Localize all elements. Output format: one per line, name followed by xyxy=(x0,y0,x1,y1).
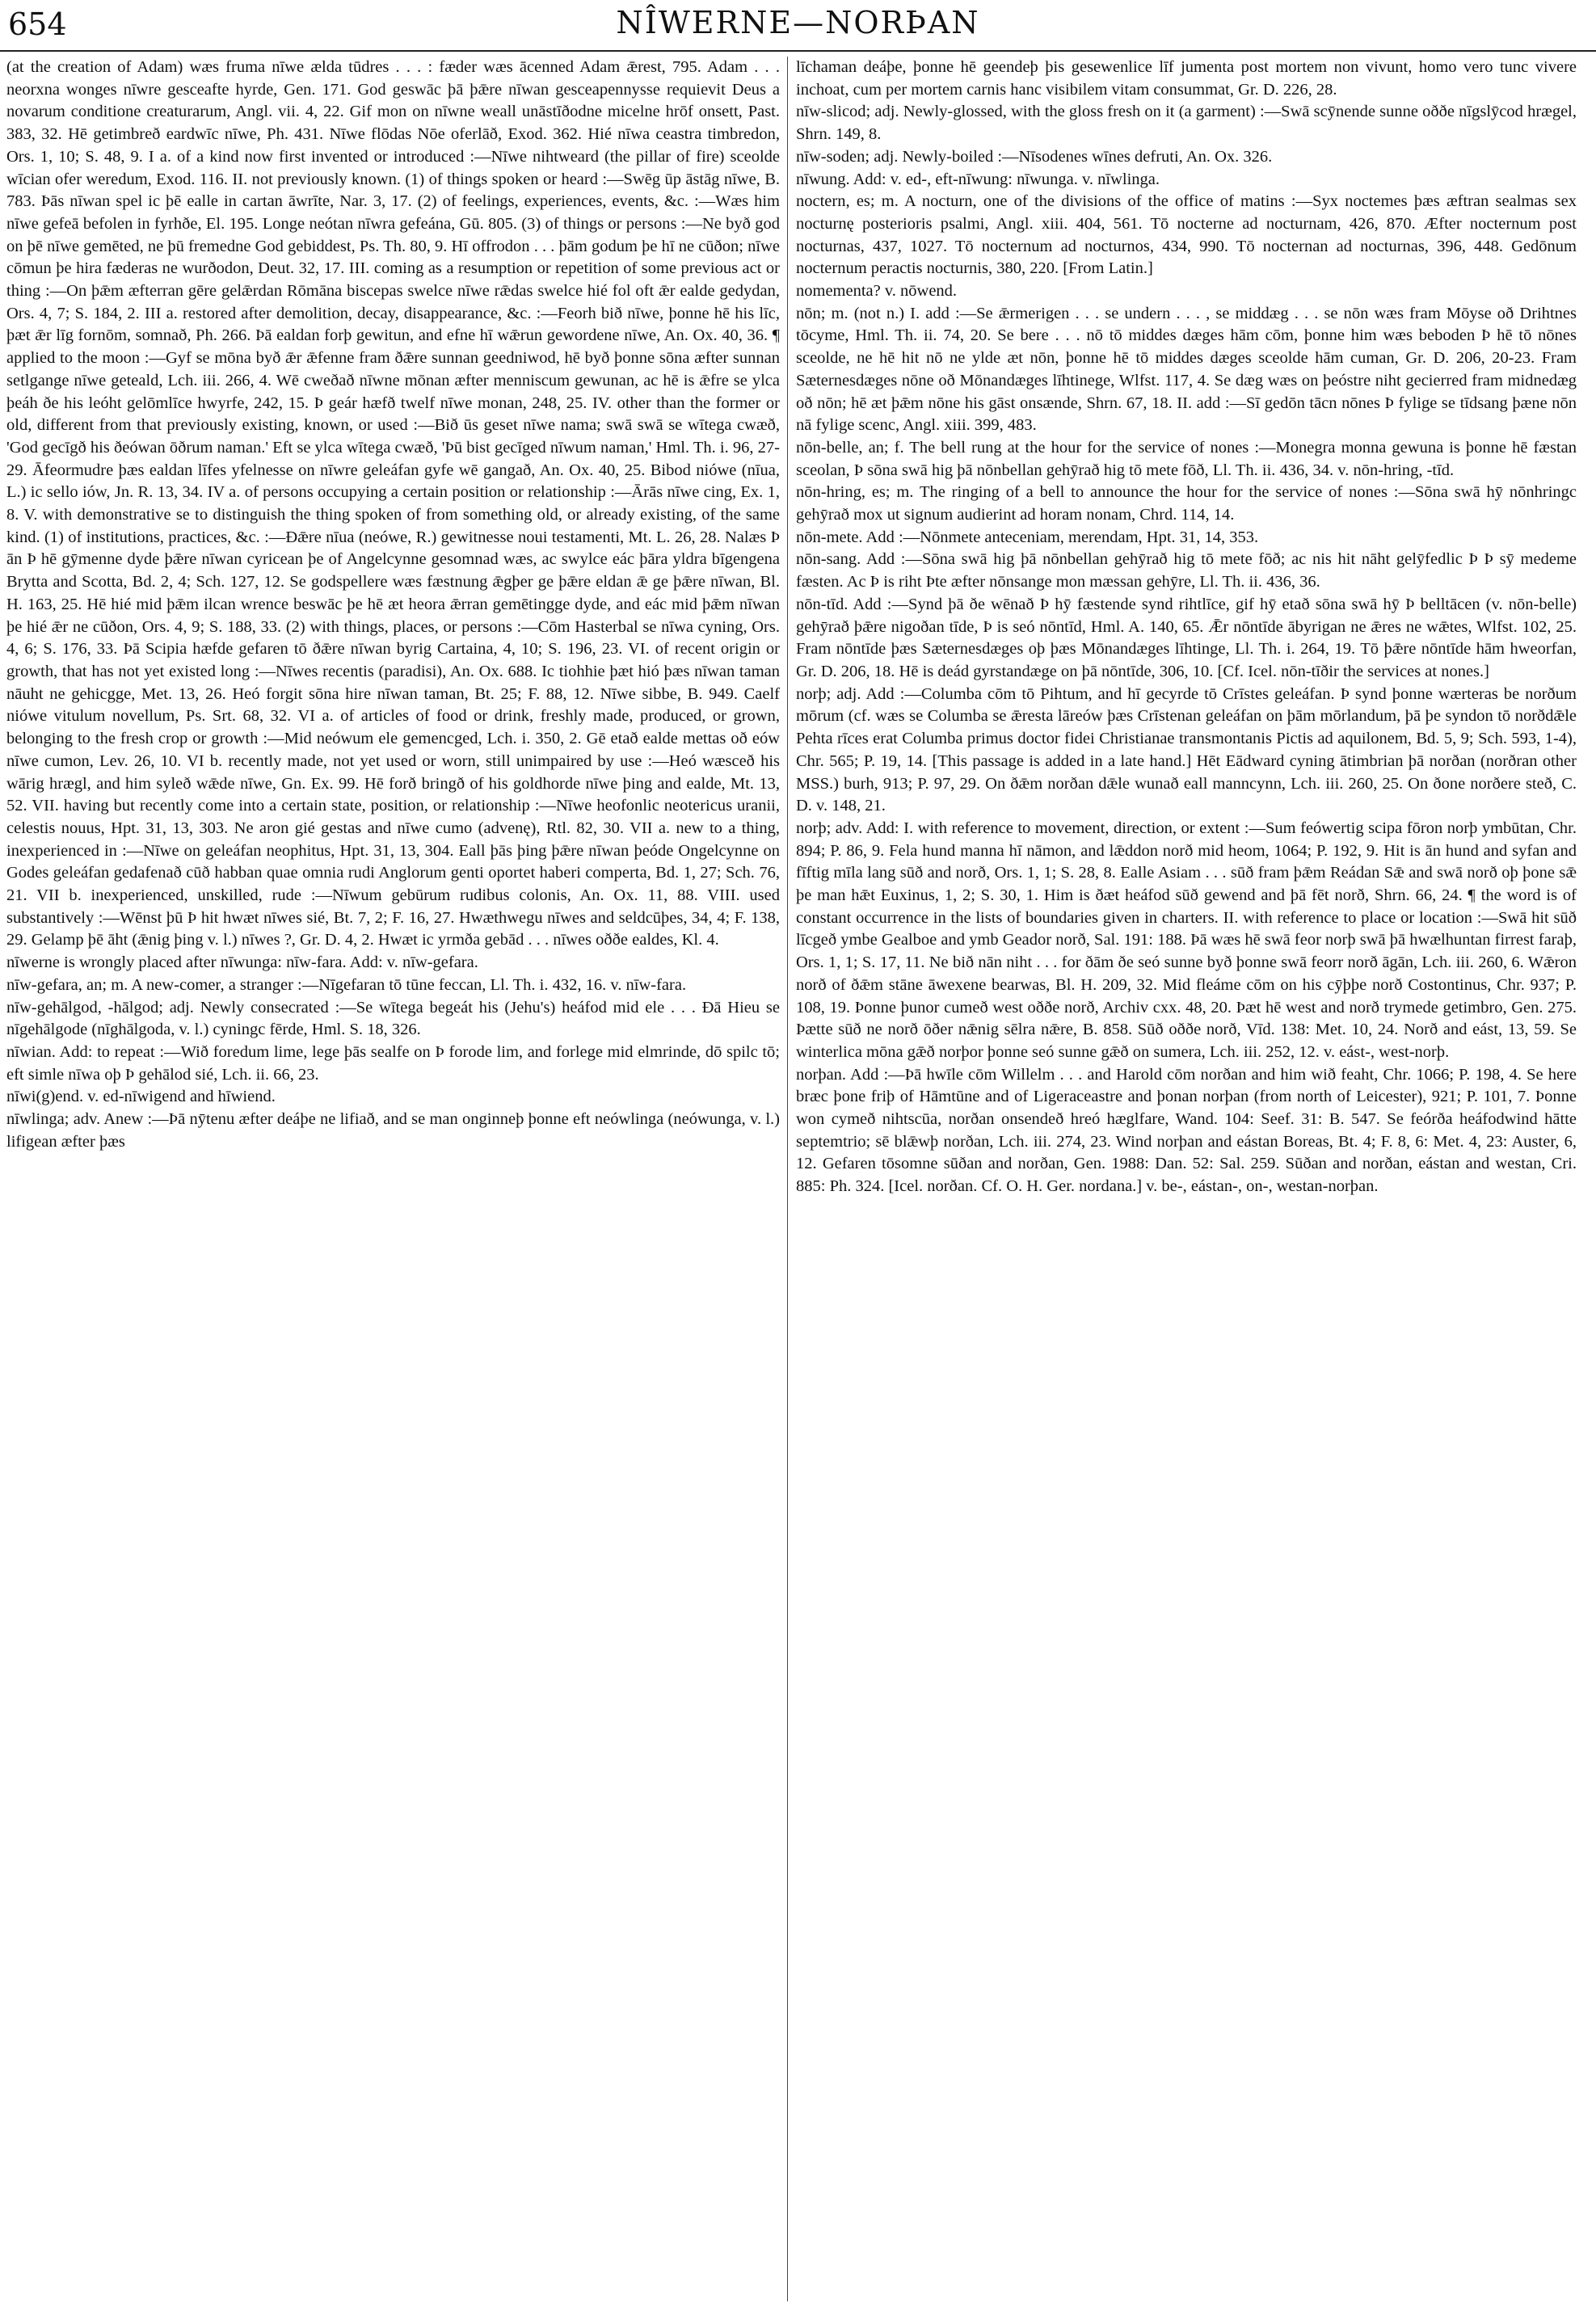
running-head: NÎWERNE—NORÞAN xyxy=(616,5,980,40)
entry-non-belle: nōn-belle, an; f. The bell rung at the hour for the service of nones :—Monegra monna gewuna is þonne hē fæstan sceolan, Þ sōna swā hig þā nōnbellan gehȳrað hig tō mete fōð, Ll. Th. ii. 436, 34. v. nōn-hring, -tīd. xyxy=(796,438,1577,479)
entry-noctern: noctern, es; m. A nocturn, one of the divisions of the office of matins :—Syx noctemes þæs æftran sealmas sex nocturnę posterioris psalmi, Angl. xiii. 404, 561. Tō nocterne ad nocturnam, 426, 870. Æfter nocternum post nocturnas, 437, 1027. Tō nocternum ad nocturnos, 434, 990. Tō nocternan ad nocturnas, 396, 448. Gedōnum nocternum peractis nocturnis, 380, 220. [From Latin.] xyxy=(796,192,1577,278)
entry-niwung: nīwung. Add: v. ed-, eft-nīwung: nīwunga. v. nīwlinga. xyxy=(796,170,1160,188)
entry-niwe-continued: (at the creation of Adam) wæs fruma nīwe ælda tūdres . . . : fæder wæs ācenned Adam ǣrest, 795. Adam . . . neorxna wonges nīwre gesceafte hyrde, Gen. 171. God geswāc þā þǣre nīwan gesceapennysse requievit Deus a novarum conditione creaturarum, Angl. vii. 4, 22. Gif mon on nīwne weall unāstīðodne micelne hrōf onsett, Past. 383, 32. Hē getimbreð eardwīc nīwe, Ph. 431. Nīwe flōdas Nōe oferlāð, Exod. 362. Hié nīwa ceastra timbredon, Ors. 1, 10; S. 48, 9. I a. of a kind now first invented or introduced :—Nīwe nihtweard (the pillar of fire) sceolde wīcian ofer weredum, Exod. 116. II. not previously known. (1) of things spoken or heard :—Swēg ūp āstāg nīwe, B. 783. Þās nīwan spel ic þē ealle in cartan āwrīte, Nar. 3, 17. (2) of feelings, experiences, events, &c. :—Wæs him nīwe gefeā befolen in fyrhðe, El. 195. Longe neótan nīwra gefeána, Gū. 805. (3) of things or persons :—Ne byð god on þē nīwe gemēted, ne þū fremedne God gebiddest, Ps. Th. 80, 9. Hī offrodon . . . þām godum þe hī ne cūðon; nīwe cōmun þe hira fæderas ne wurðodon, Deut. 32, 17. III. coming as a resumption or repetition of some previous act or thing :—On þǣm æfterran gēre gelǣrdan Rōmāna biscepas swelce nīwe rǣdas swelce hié fol oft ǣr ealde gedydan, Ors. 4, 7; S. 184, 2. III a. restored after demolition, decay, disappearance, &c. :—Feorh bið nīwe, þonne hē his līc, þæt ǣr līg fornōm, somnað, Ph. 266. Þā ealdan forþ gewitun, and efne hī wǣrun gewordene nīwe, An. Ox. 40, 36. ¶ applied to the moon :—Gyf se mōna byð ǣr ǣfenne fram ðǣre sunnan geedniwod, hē byð þonne sōna æfter sunnan setlgange nīwe geteald, Lch. iii. 266, 4. Wē cweðað nīwne mōnan æfter menniscum gewunan, ac hē is ǣfre se ylca þeáh ðe his leóht gelōmlīce hwyrfe, 242, 15. Þ geár hæfð twelf nīwe monan, 248, 25. IV. other than the former or old, different from that previously existing, known, or used :—Bið ūs geset nīwe nama; swā swā se wītega cwæð, 'God gecīgð his ðeówan ōðrum naman.' Eft se ylca wītega cwæð, 'Þū bist gecīged nīwum naman,' Hml. Th. i. 96, 27-29. Āfeormudre þæs ealdan līfes yfelnesse on nīwre geleáfan gyfe wē gangað, An. Ox. 40, 25. Bibod niówe (nīua, L.) ic sello iów, Jn. R. 13, 34. IV a. of persons occupying a certain position or relationship :—Ārās nīwe cing, Ex. 1, 8. V. with demonstrative se to distinguish the thing spoken of from something old, or already existing, of the same kind. (1) of institutions, practices, &c. :—Ðǣre nīua (neówe, R.) gewitnesse noui testamenti, Mt. L. 26, 28. Nalæs Þ ān Þ hē gȳmenne dyde þǣre nīwan cyricean þe of Angelcynne gesomnad wæs, ac swylce eác þāra yldra bīgengena Brytta and Scotta, Bd. 2, 4; Sch. 127, 12. Se godspellere wæs fæstnung ǣgþer ge þǣre eldan ǣ ge þǣre nīwan, Bl. H. 163, 25. Hē hié mid þǣm ilcan wrence beswāc þe hē æt heora ǣrran gemētingge dyde, and eác mid þǣm nīwan þe hié ǣr ne cūðon, Ors. 4, 9; S. 188, 33. (2) with things, places, or persons :—Cōm Hasterbal se nīwa cyning, Ors. 4, 6; S. 176, 33. Þā Scipia hæfde gefaren tō ðǣre nīwan byrig Cartaina, 4, 10; S. 196, 23. VI. of recent origin or growth, that has not yet existed long :—Nīwes recentis (paradisi), An. Ox. 688. Ic tiohhie þæt hió þæs nīwan taman nāuht ne gehicgge, Met. 13, 26. Heó forgit sōna hire nīwan taman, Bt. 25; F. 88, 12. Nīwe sibbe, B. 949. Caelf niówe vitulum novellum, Ps. Srt. 68, 32. VI a. of articles of food or drink, freshly made, produced, or grown, belonging to the fresh crop or growth :—Mid neówum ele gemencged, Lch. i. 350, 2. Gē etað ealde mettas oð eów nīwe cumon, Lev. 26, 10. VI b. recently made, not yet used or worn, still unimpaired by use :—Heó wæsceð his wārig hrægl, and him syleð wǣde nīwe, Gn. Ex. 99. Hē forð bringð of his goldhorde nīwe þing and ealde, Mt. 13, 52. VII. having but recently come into a certain state, position, or relationship :—Nīwe heofonlic neotericus uranii, celestis nouus, Hpt. 31, 13, 303. Ne aron gié gestas and nīwe cumo (advenę), Rtl. 82, 30. VII a. new to a thing, inexperienced in :—Nīwe on geleáfan neophitus, Hpt. 31, 13, 304. Eall þās þing þǣre nīwan þeóde Ongelcynne on Godes geleáfan gedafenað cūð habban quae omnia rudi Anglorum genti oportet haberi comperta, Bd. 1, 27; Sch. 76, 21. VII b. inexperienced, unskilled, rude :—Nīwum gebūrum rudibus colonis, An. Ox. 11, 88. VIII. used substantively :—Wēnst þū Þ hit hwæt nīwes sié, Bt. 7, 2; F. 16, 27. Hwæthwegu nīwes and seldcūþes, 34, 4; F. 138, 29. Gelamp þē āht (ǣnig þing v. l.) nīwes ?, Gr. D. 4, 2. Hwæt ic yrmða gebād . . . nīwes oððe ealdes, Kl. 4. xyxy=(6,58,780,949)
entry-non-tid: nōn-tīd. Add :—Synd þā ðe wēnað Þ hȳ fæstende synd rihtlīce, gif hȳ etað sōna swā hȳ Þ belltācen (v. nōn-belle) gehȳrað þǣre nigoðan tīde, Þ is seó nōntīd, Hml. A. 140, 65. Ǣr nōntīde ābyrigan ne ǣres ne wǣtes, Wlfst. 102, 25. Fram nōntīde þæs Sæternesdæges oþ þæs Mōnandæges līhtinge, Ll. Th. i. 264, 19. Tō þǣre nōntīde hām hweorfan, Gr. D. 206, 18. Hē is deád gyrstandæge on þā nōntīde, 306, 10. [Cf. Icel. nōn-tīðir the services at nones.] xyxy=(796,595,1577,680)
entry-nomementa: nomementa? v. nōwend. xyxy=(796,282,958,301)
entry-niw-gefara: nīw-gefara, an; m. A new-comer, a stranger :—Nīgefaran tō tūne feccan, Ll. Th. i. 432, 16. v. nīw-fara. xyxy=(6,975,687,994)
entry-non-sang: nōn-sang. Add :—Sōna swā hig þā nōnbellan gehȳrað hig tō mete fōð; ac nis hit nāht gelȳfedlic Þ Þ sȳ medeme fæsten. Ac Þ is riht Þte æfter nōnsange mon mæssan gehȳre, Ll. Th. ii. 436, 36. xyxy=(796,550,1577,591)
header-rule xyxy=(0,50,1596,52)
entry-north-adv: norþ; adv. Add: I. with reference to movement, direction, or extent :—Sum feówertig scipa fōron norþ ymbūtan, Chr. 894; P. 86, 9. Fela hund manna hī nāmon, and lǣddon norð mid heom, 1064; P. 192, 9. Hit is ān hund and syfan and fīftig mīla lang sūð and norð, Ors. 1, 1; S. 28, 8. Ealle Asiam . . . sūð fram þǣm Reádan Sǣ and swā norð oþ þone sǣ þe man hǣt Euxinus, 1, 2; S. 30, 1. Him is ðæt heáfod sūð gewend and þā fēt norð, Shrn. 66, 24. ¶ the word is of constant occurrence in the lists of boundaries given in charters. II. with reference to place or location :—Swā hit sūð līcgeð ymbe Gealboe and ymb Geador norð, Sal. 191: 188. Þā wæs hē swā feor norþ swā þā hwælhuntan firrest faraþ, Ors. 1, 1; S. 17, 11. Ne bið nān niht . . . for ðām ðe seó sunne byð þonne swā feorr norð āgān, Lch. iii. 260, 6. Wǣron norð of ðǣm stāne āwexene bearwas, Bl. H. 209, 32. Mid fleáme cōm on his cȳþþe norð Costontinus, Chr. 937; P. 108, 19. Þonne þunor cumeð west oððe norð, Archiv cxx. 48, 20. Þæt hē west and norð trymede getimbro, Gen. 275. Þætte sūð ne norð ōðer nǣnig sēlra nǣre, B. 858. Sūð oððe norð, Vīd. 138: Met. 10, 24. Norð and eást, 13, 59. Se winterlica mōna gǣð norþor þonne seó sunne gǣð on sumera, Lch. iii. 252, 12. v. eást-, west-norþ. xyxy=(796,819,1577,1061)
entry-northan: norþan. Add :—Þā hwīle cōm Willelm . . . and Harold cōm norðan and him wið feaht, Chr. 1066; P. 198, 4. Se here bræc þone friþ of Hāmtūne and of Ligeraceastre and þonan norþan (from north of Leicester), 921; P. 101, 7. Þonne won cymeð nihtscūa, norðan onsendeð hreó hæglfare, Wand. 104: Seef. 31: B. 547. Se feórða heáfodwind hātte septemtrio; sē blǣwþ norðan, Lch. iii. 274, 23. Wind norþan and eástan Boreas, Bt. 4; F. 8, 6: Met. 4, 23: Auster, 6, 12. Gefaren tōsomne sūðan and norðan, Gen. 1988: Dan. 52: Sal. 259. Sūðan and norðan, eástan and westan, Cri. 885: Ph. 324. [Icel. norðan. Cf. O. H. Ger. nordana.] v. be-, eástan-, on-, westan-norþan. xyxy=(796,1065,1577,1196)
entry-niwlinga-continued: līchaman deáþe, þonne hē geendeþ þis gesewenlice līf jumenta post mortem non vivunt, homo vero tunc vivere inchoat, cum per mortem carnis hanc visibilem vitam consummat, Gr. D. 226, 28. xyxy=(796,58,1577,99)
entry-niwerne: nīwerne is wrongly placed after nīwunga: nīw-fara. Add: v. nīw-gefara. xyxy=(6,953,478,972)
right-column xyxy=(796,57,1577,2303)
entry-niw-soden: nīw-soden; adj. Newly-boiled :—Nīsodenes wīnes defruti, An. Ox. 326. xyxy=(796,147,1273,166)
entry-non: nōn; m. (not n.) I. add :—Se ǣrmerigen . . . se undern . . . , se middæg . . . se nōn wæs fram Mōyse oð Drihtnes tōcyme, Hml. Th. ii. 74, 20. Se bere . . . nō tō middes dæges hām cōm, þonne him wæs beboden Þ hē tō nōnes sceolde, ne hē hit nō ne ylde æt nōn, þonne hē tō middes dæges sceolde hām cuman, Gr. D. 206, 20-23. Fram Sæternesdæges nōne oð Mōnandæges līhtinege, Wlfst. 117, 4. Se dæg wæs on þeóstre niht gecierred fram midnedæg oð nōn; hē æt þǣm nōne his gāst onsænde, Shrn. 67, 18. II. add :—Sī gedōn tācn nōnes Þ fylige se tīdsang þæne nōn nā fylige scenc, Angl. xiii. 399, 483. xyxy=(796,304,1577,435)
entry-niwian: nīwian. Add: to repeat :—Wið foredum lime, lege þās sealfe on Þ forode lim, and forlege mid elmrinde, dō spilc tō; eft simle nīwa oþ Þ gehālod sié, Lch. ii. 66, 23. xyxy=(6,1042,780,1084)
left-column xyxy=(6,57,780,2303)
entry-niw-slicod: nīw-slicod; adj. Newly-glossed, with the gloss fresh on it (a garment) :—Swā scȳnende sunne oððe nīgslȳcod hrægel, Shrn. 149, 8. xyxy=(796,103,1577,144)
page-number: 654 xyxy=(8,6,67,42)
entry-niwlinga: nīwlinga; adv. Anew :—Þā nȳtenu æfter deáþe ne lifiað, and se man onginneþ þonne eft neówlinga (neówunga, v. l.) lifigean æfter þæs xyxy=(6,1110,780,1151)
entry-non-hring: nōn-hring, es; m. The ringing of a bell to announce the hour for the service of nones :—Sōna swā hȳ nōnhringc gehȳrað mox ut signum audierint ad horam nonam, Chrd. 114, 14. xyxy=(796,483,1577,524)
entry-niwigend: nīwi(g)end. v. ed-nīwigend and hīwiend. xyxy=(6,1088,276,1106)
entry-north-adj: norþ; adj. Add :—Columba cōm tō Pihtum, and hī gecyrde tō Crīstes geleáfan. Þ synd þonne wærteras be norðum mōrum (cf. wæs se Columba se ǣresta lāreów þæs Crīstenan geleáfan on þām mōrlandum, þā þe syndon tō norðdǣle Pehta rīces erat Columba primus doctor fidei Christianae transmontanis Pictis ad aquilonem, Bd. 5, 9; Sch. 593, 1-4), Chr. 565; P. 19, 14. [This passage is added in a late hand.] Hēt Eādward cyning ātimbrian þā norðan (norðran other MSS.) burh, 913; P. 97, 29. On ðǣm norðan dǣle wunað eall manncynn, Lch. iii. 260, 25. On ðone norðere steð, C. D. v. 148, 21. xyxy=(796,684,1577,815)
column-divider xyxy=(787,57,788,2301)
entry-niw-gehalgod: nīw-gehālgod, -hālgod; adj. Newly consecrated :—Se wītega begeát his (Jehu's) heáfod mid ele . . . Ðā Hieu se nīgehālgode (nīghālgoda, v. l.) cyningc fērde, Hml. S. 18, 326. xyxy=(6,998,780,1039)
entry-non-mete: nōn-mete. Add :—Nōnmete anteceniam, merendam, Hpt. 31, 14, 353. xyxy=(796,528,1259,546)
